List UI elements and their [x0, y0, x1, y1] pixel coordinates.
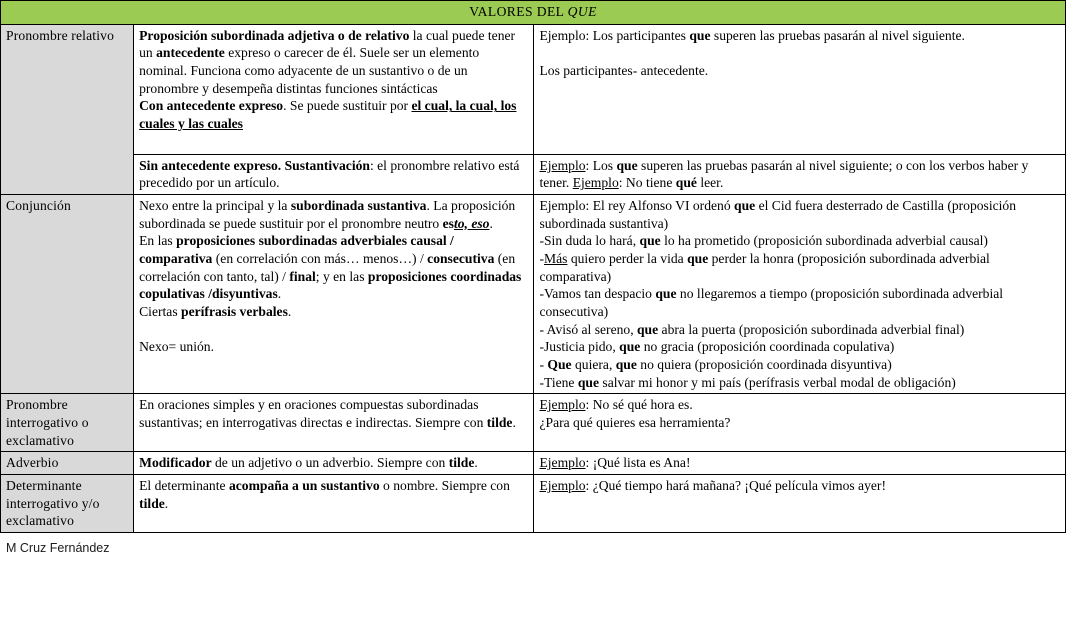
table-row — [1, 24, 1066, 154]
example-line — [539, 477, 1061, 495]
example-line — [539, 414, 1061, 432]
example-line — [539, 454, 1061, 472]
example-line — [539, 27, 1061, 45]
definition-text-run: perífrasis verbales — [181, 304, 288, 320]
table-row — [1, 475, 1066, 533]
definition-text-run: . — [489, 215, 493, 231]
example-text-run: - — [539, 251, 544, 267]
definition-text-run: de un adjetivo o un adverbio. Siempre con — [211, 455, 449, 471]
example-text-run: el Cid fuera desterrado de Castilla (proposición subordinada sustantiva) — [539, 198, 1017, 231]
example-line — [539, 396, 1061, 414]
example-cell — [534, 394, 1066, 452]
example-text-run: : No sé qué hora es. — [585, 397, 693, 413]
definition-cell — [134, 24, 534, 154]
title-keyword-que: QUE — [567, 4, 597, 19]
example-line — [539, 157, 1061, 192]
example-text-run: superen las pruebas pasarán al nivel siguiente. — [710, 27, 965, 43]
definition-text-run: to, eso — [453, 215, 490, 231]
example-text-run: Ejemplo — [539, 157, 586, 173]
definition-text-run: En las — [139, 233, 177, 249]
definition-cell — [134, 452, 534, 475]
category-label: Pronombre interrogativo o exclamativo — [6, 397, 89, 448]
title-row — [1, 1, 1066, 25]
definition-text-run: acompaña a un sustantivo — [228, 478, 380, 494]
definition-text-run: Ciertas — [139, 304, 182, 320]
definition-text-run: . — [277, 286, 282, 302]
definition-text-run: . Se puede sustituir por — [283, 98, 412, 114]
example-text-run: Ejemplo — [539, 455, 586, 471]
example-text-run: que — [619, 339, 641, 355]
example-blank-line — [539, 44, 1061, 62]
example-line — [539, 356, 1061, 374]
definition-text-run: consecutiva — [427, 251, 495, 267]
example-text-run: : Los — [585, 157, 617, 173]
example-text-run: no quiera (proposición coordinada disyuntiva) — [636, 357, 892, 373]
definition-text-run: tilde — [448, 455, 475, 471]
definition-text-run: proposiciones coordinadas copulativas /disyuntivas — [139, 268, 522, 302]
example-text-run: Ejemplo — [539, 397, 586, 413]
example-line — [539, 62, 1061, 80]
definition-line — [139, 303, 529, 321]
example-text-run: quiera, — [571, 357, 616, 373]
table-row — [1, 394, 1066, 452]
example-text-run: Ejemplo: El rey Alfonso VI ordenó — [539, 198, 735, 214]
example-text-run: perder la honra (proposición subordinada adverbial comparativa) — [539, 251, 990, 284]
example-line — [539, 338, 1061, 356]
definition-text-run: (en correlación con más… menos…) / — [212, 251, 428, 267]
table-row — [1, 154, 1066, 194]
definition-text-run: la cual puede tener un — [139, 27, 516, 61]
example-text-run: que — [689, 27, 711, 43]
definition-text-run: El determinante — [139, 478, 229, 494]
example-text-run: que — [734, 198, 756, 214]
definition-line — [139, 232, 529, 303]
definition-text-run: final — [289, 268, 316, 284]
definition-text-run: Modificador — [139, 455, 212, 471]
definition-cell — [134, 154, 534, 194]
definition-text-run: expreso o carecer de él. Suele ser un elemento nominal. Funciona como adyacente de un sustantivo o de un pronombre y desempeña distintas funciones sintácticas — [139, 45, 480, 96]
category-cell — [1, 452, 134, 475]
example-text-run: que — [616, 157, 638, 173]
definition-text-run: Sin antecedente expreso. Sustantivación — [139, 157, 370, 173]
definition-text-run: (en correlación con tanto, tal) / — [139, 251, 516, 284]
definition-text-run: . La proposición subordinada se puede sustituir por el pronombre neutro — [139, 198, 516, 231]
title-prefix: VALORES DEL — [469, 4, 568, 19]
example-cell — [534, 452, 1066, 475]
definition-text-run: Nexo entre la principal y la — [139, 198, 291, 214]
document-title — [1, 1, 1066, 25]
example-cell — [534, 475, 1066, 533]
category-label: Conjunción — [6, 198, 71, 214]
definition-text-run: : el pronombre relativo está precedido por un artículo. — [139, 157, 520, 191]
definition-line — [139, 197, 529, 232]
example-text-run: no llegaremos a tiempo (proposición subordinada adverbial consecutiva) — [539, 286, 1004, 320]
example-line — [539, 250, 1061, 285]
category-cell — [1, 394, 134, 452]
example-text-run: Que — [547, 357, 572, 373]
category-label: Pronombre relativo — [6, 27, 115, 43]
author-footer: M Cruz Fernández — [6, 541, 110, 556]
category-cell — [1, 475, 134, 533]
definition-text-run: ; y en las — [315, 268, 368, 284]
definition-line — [139, 27, 529, 98]
table-row — [1, 452, 1066, 475]
definition-line — [139, 338, 529, 356]
definition-cell — [134, 195, 534, 394]
example-text-run: : ¡Qué lista es Ana! — [585, 455, 691, 471]
example-text-run: salvar mi honor y mi país (perífrasis verbal modal de obligación) — [599, 374, 956, 390]
definition-text-run: . — [474, 455, 478, 471]
category-cell — [1, 195, 134, 394]
example-text-run: Los participantes- antecedente. — [539, 63, 709, 79]
example-text-run: que — [615, 357, 637, 373]
example-line — [539, 374, 1061, 392]
example-text-run: no gracia (proposición coordinada copulativa) — [640, 339, 895, 355]
definition-line — [139, 454, 529, 472]
definition-text-run: proposiciones subordinadas adverbiales causal / comparativa — [139, 233, 454, 267]
example-text-run: : ¿Qué tiempo hará mañana? ¡Qué película vimos ayer! — [585, 478, 886, 494]
example-text-run: Ejemplo — [572, 175, 619, 191]
example-line — [539, 285, 1061, 320]
table-body — [1, 1, 1066, 533]
definition-blank-line — [139, 321, 529, 339]
definition-text-run: En oraciones simples y en oraciones compuestas subordinadas sustantivas; en interrogativas directas e indirectas. Siempre con — [139, 397, 487, 431]
definition-text-run: tilde — [486, 415, 513, 431]
example-text-run: que — [639, 233, 661, 249]
definition-text-run: o nombre. Siempre con — [379, 478, 510, 494]
definition-text-run: es — [442, 215, 454, 231]
definition-text-run: . — [164, 495, 169, 511]
example-text-run: que — [655, 286, 677, 302]
definition-cell — [134, 475, 534, 533]
definition-line — [139, 396, 529, 431]
example-text-run: : No tiene — [618, 175, 676, 191]
example-text-run: -Sin duda lo hará, — [539, 233, 640, 249]
example-text-run: Ejemplo: Los participantes — [539, 27, 690, 43]
example-cell — [534, 195, 1066, 394]
example-text-run: -Justicia pido, — [539, 339, 620, 355]
example-text-run: - — [539, 357, 548, 373]
category-label: Adverbio — [6, 455, 59, 471]
example-text-run: abra la puerta (proposición subordinada adverbial final) — [658, 321, 965, 337]
category-cell — [1, 24, 134, 194]
example-text-run: que — [687, 251, 709, 267]
definition-text-run: tilde — [139, 495, 165, 511]
example-text-run: -Tiene — [539, 374, 578, 390]
example-text-run: que — [637, 321, 659, 337]
example-line — [539, 197, 1061, 232]
table-row — [1, 195, 1066, 394]
example-text-run: ¿Para qué quieres esa herramienta? — [539, 415, 731, 431]
definition-text-run: subordinada sustantiva — [290, 198, 427, 214]
definition-cell — [134, 394, 534, 452]
example-text-run: que — [577, 374, 600, 390]
example-text-run: -Vamos tan despacio — [539, 286, 656, 302]
definition-text-run: el cual, la cual, los cuales y las cuales — [139, 98, 517, 132]
definition-line — [139, 477, 529, 512]
example-line — [539, 321, 1061, 339]
example-text-run: Más — [544, 251, 568, 267]
example-text-run: - Avisó al sereno, — [539, 321, 637, 337]
example-cell — [534, 154, 1066, 194]
example-text-run: qué — [675, 175, 697, 191]
example-text-run: Ejemplo — [539, 478, 586, 494]
definition-text-run: Proposición subordinada adjetiva o de relativo — [139, 27, 410, 43]
definition-line — [139, 157, 529, 192]
definition-text-run: antecedente — [156, 45, 225, 61]
example-cell — [534, 24, 1066, 154]
definition-text-run: . — [287, 304, 292, 320]
definition-text-run: Con antecedente expreso — [139, 98, 284, 114]
example-text-run: leer. — [696, 175, 724, 191]
category-label: Determinante interrogativo y/o exclamativo — [6, 478, 100, 529]
example-text-run: superen las pruebas pasarán al nivel siguiente; o con los verbos haber y tener. — [539, 157, 1029, 191]
definition-text-run: . — [512, 415, 516, 431]
definition-text-run: Nexo= unión. — [139, 339, 214, 355]
definition-line — [139, 97, 529, 132]
example-text-run: lo ha prometido (proposición subordinada adverbial causal) — [660, 233, 988, 249]
example-line — [539, 232, 1061, 250]
example-text-run: quiero perder la vida — [567, 251, 688, 267]
